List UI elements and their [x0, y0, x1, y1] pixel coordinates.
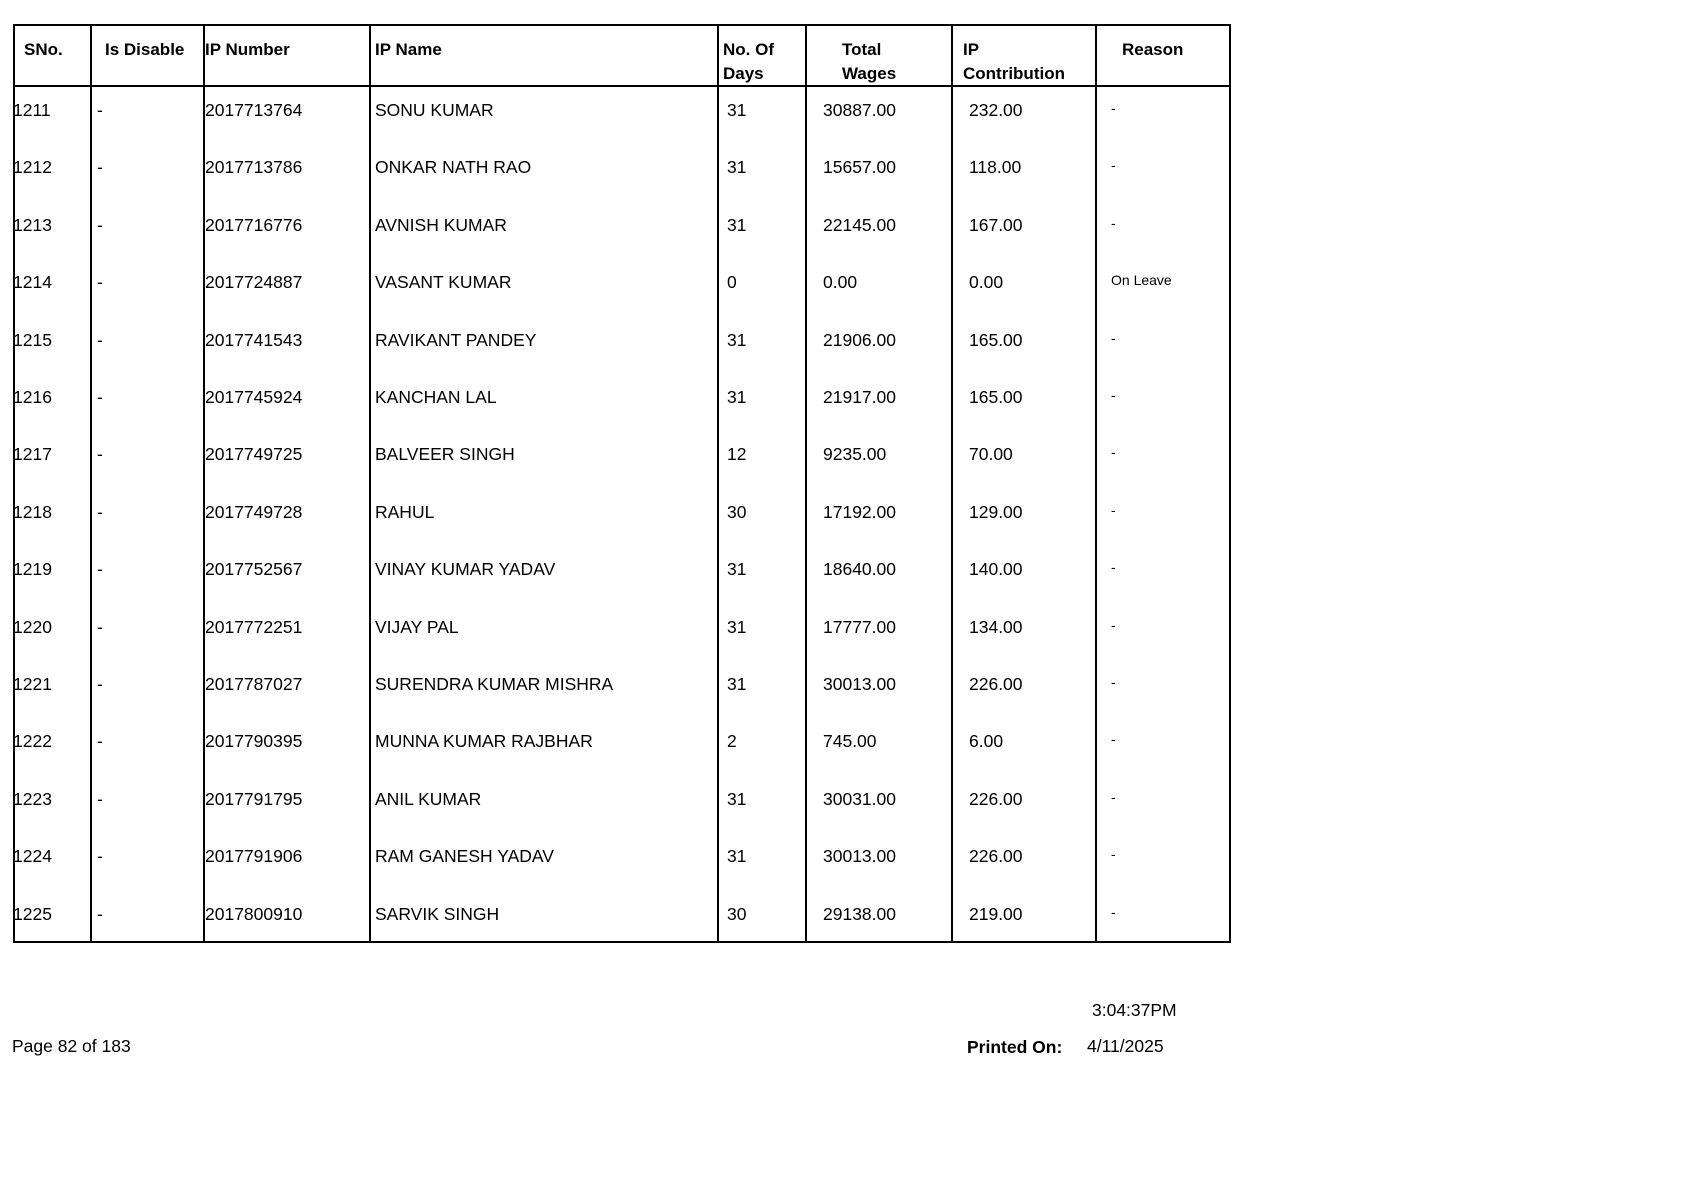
header-days-line1: No. Of — [723, 40, 774, 59]
cell-days: 31 — [727, 100, 747, 120]
cell-total-wages: 21917.00 — [823, 387, 896, 407]
printed-date: 4/11/2025 — [1087, 1036, 1164, 1056]
cell-sno: 1214 — [13, 272, 52, 293]
cell-ip-name: VIJAY PAL — [375, 616, 459, 637]
cell-reason: - — [1111, 444, 1116, 461]
header-reason: Reason — [1122, 40, 1184, 59]
cell-sno: 1215 — [13, 329, 52, 350]
cell-sno: 1216 — [13, 387, 52, 407]
header-days — [723, 38, 774, 86]
cell-is-disable: - — [97, 214, 103, 235]
header-contrib-line1: IP — [963, 40, 980, 59]
cell-days: 0 — [727, 272, 737, 293]
cell-is-disable: - — [97, 731, 103, 752]
cell-ip-number: 2017749725 — [205, 444, 303, 465]
cell-total-wages: 22145.00 — [823, 214, 896, 235]
cell-sno: 1220 — [13, 616, 52, 637]
header-ip-contribution — [963, 38, 1065, 86]
cell-days: 31 — [727, 846, 747, 867]
cell-sno: 1211 — [13, 100, 51, 120]
cell-ip-contribution: 226.00 — [969, 788, 1023, 809]
cell-ip-contribution: 118.00 — [969, 157, 1022, 178]
cell-ip-number: 2017713786 — [205, 157, 303, 178]
cell-sno: 1225 — [13, 903, 52, 924]
header-wages-line1: Total — [842, 40, 882, 59]
table-row — [15, 146, 1229, 203]
cell-is-disable: - — [97, 788, 103, 809]
cell-ip-name: AVNISH KUMAR — [375, 214, 507, 235]
cell-total-wages: 18640.00 — [823, 559, 896, 580]
cell-days: 31 — [727, 559, 747, 580]
cell-ip-number: 2017749728 — [205, 501, 303, 522]
cell-is-disable: - — [97, 444, 103, 465]
cell-sno: 1223 — [13, 788, 52, 809]
cell-ip-contribution: 134.00 — [969, 616, 1023, 637]
cell-sno: 1213 — [13, 214, 52, 235]
header-contrib-line2: Contribution — [963, 64, 1065, 83]
cell-ip-number: 2017716776 — [205, 214, 303, 235]
cell-reason: - — [1111, 214, 1116, 231]
table-row — [15, 204, 1229, 261]
table-row — [15, 376, 1229, 433]
cell-is-disable: - — [97, 846, 103, 867]
cell-ip-name: ANIL KUMAR — [375, 788, 482, 809]
cell-days: 31 — [727, 214, 747, 235]
cell-total-wages: 30887.00 — [823, 100, 896, 120]
cell-total-wages: 30013.00 — [823, 674, 896, 694]
cell-ip-number: 2017791795 — [205, 788, 303, 809]
cell-reason: On Leave — [1111, 272, 1172, 289]
cell-is-disable: - — [97, 329, 103, 350]
table-row — [15, 835, 1229, 892]
cell-total-wages: 9235.00 — [823, 444, 887, 465]
cell-ip-number: 2017741543 — [205, 329, 303, 350]
cell-ip-contribution: 165.00 — [969, 387, 1023, 407]
page-info: Page 82 of 183 — [12, 1036, 131, 1056]
header-sno: SNo. — [24, 40, 63, 59]
cell-reason: - — [1111, 501, 1116, 518]
cell-is-disable: - — [97, 674, 103, 694]
cell-total-wages: 29138.00 — [823, 903, 896, 924]
cell-ip-contribution: 6.00 — [969, 731, 1004, 752]
cell-reason: - — [1111, 674, 1116, 690]
cell-reason: - — [1111, 903, 1116, 920]
cell-total-wages: 0.00 — [823, 272, 858, 293]
cell-ip-number: 2017752567 — [205, 559, 303, 580]
cell-is-disable: - — [97, 157, 103, 178]
table-row — [15, 89, 1229, 146]
cell-ip-number: 2017790395 — [205, 731, 303, 752]
cell-ip-number: 2017772251 — [205, 616, 303, 637]
table-row — [15, 606, 1229, 663]
cell-days: 30 — [727, 903, 747, 924]
cell-reason: - — [1111, 100, 1116, 116]
cell-is-disable: - — [97, 272, 103, 293]
cell-is-disable: - — [97, 616, 103, 637]
header-ip-number: IP Number — [205, 40, 290, 59]
cell-ip-contribution: 226.00 — [969, 674, 1023, 694]
cell-total-wages: 30031.00 — [823, 788, 896, 809]
cell-reason: - — [1111, 559, 1116, 576]
header-is-disable: Is Disable — [105, 40, 185, 59]
cell-ip-number: 2017800910 — [205, 903, 303, 924]
cell-total-wages: 30013.00 — [823, 846, 896, 867]
cell-days: 2 — [727, 731, 737, 752]
cell-reason: - — [1111, 788, 1116, 805]
table-row — [15, 663, 1229, 720]
cell-days: 31 — [727, 674, 747, 694]
cell-days: 12 — [727, 444, 747, 465]
cell-total-wages: 17192.00 — [823, 501, 896, 522]
cell-ip-contribution: 219.00 — [969, 903, 1023, 924]
table-row — [15, 319, 1229, 376]
cell-total-wages: 21906.00 — [823, 329, 896, 350]
cell-ip-name: MUNNA KUMAR RAJBHAR — [375, 731, 593, 752]
cell-ip-number: 2017791906 — [205, 846, 303, 867]
cell-ip-name: SONU KUMAR — [375, 100, 494, 120]
cell-ip-name: VINAY KUMAR YADAV — [375, 559, 556, 580]
cell-ip-contribution: 226.00 — [969, 846, 1023, 867]
printed-on-label: Printed On: — [967, 1037, 1063, 1057]
cell-ip-contribution: 70.00 — [969, 444, 1013, 465]
cell-ip-name: RAVIKANT PANDEY — [375, 329, 537, 350]
cell-sno: 1212 — [13, 157, 52, 178]
cell-sno: 1219 — [13, 559, 52, 580]
cell-ip-contribution: 129.00 — [969, 501, 1023, 522]
cell-total-wages: 15657.00 — [823, 157, 896, 178]
cell-ip-number: 2017724887 — [205, 272, 303, 293]
table-row — [15, 778, 1229, 835]
cell-reason: - — [1111, 387, 1116, 403]
cell-ip-name: ONKAR NATH RAO — [375, 157, 532, 178]
header-ip-name: IP Name — [375, 40, 442, 59]
cell-ip-number: 2017713764 — [205, 100, 303, 120]
cell-reason: - — [1111, 157, 1116, 174]
cell-ip-contribution: 232.00 — [969, 100, 1023, 120]
cell-reason: - — [1111, 329, 1116, 346]
cell-ip-number: 2017787027 — [205, 674, 303, 694]
table-row — [15, 893, 1229, 950]
cell-is-disable: - — [97, 100, 103, 120]
cell-ip-contribution: 165.00 — [969, 329, 1023, 350]
header-days-line2: Days — [723, 64, 764, 83]
header-total-wages — [842, 38, 896, 86]
cell-is-disable: - — [97, 559, 103, 580]
table-row — [15, 548, 1229, 605]
cell-reason: - — [1111, 616, 1116, 633]
cell-ip-name: VASANT KUMAR — [375, 272, 512, 293]
cell-ip-number: 2017745924 — [205, 387, 303, 407]
cell-ip-name: RAHUL — [375, 501, 435, 522]
printed-time: 3:04:37PM — [1092, 1000, 1177, 1020]
cell-sno: 1218 — [13, 501, 52, 522]
cell-is-disable: - — [97, 501, 103, 522]
cell-sno: 1221 — [13, 674, 52, 694]
cell-is-disable: - — [97, 903, 103, 924]
cell-ip-name: SARVIK SINGH — [375, 903, 500, 924]
cell-ip-name: BALVEER SINGH — [375, 444, 515, 465]
table-row — [15, 261, 1229, 318]
cell-reason: - — [1111, 731, 1116, 748]
cell-ip-contribution: 0.00 — [969, 272, 1004, 293]
cell-ip-name: RAM GANESH YADAV — [375, 846, 554, 867]
cell-days: 31 — [727, 616, 747, 637]
cell-days: 31 — [727, 329, 747, 350]
cell-reason: - — [1111, 846, 1116, 863]
contribution-table — [13, 24, 1231, 943]
table-row — [15, 433, 1229, 490]
header-wages-line2: Wages — [842, 64, 897, 83]
cell-days: 31 — [727, 157, 747, 178]
cell-ip-contribution: 167.00 — [969, 214, 1023, 235]
cell-sno: 1217 — [13, 444, 52, 465]
cell-is-disable: - — [97, 387, 103, 407]
cell-ip-name: KANCHAN LAL — [375, 387, 497, 407]
cell-days: 30 — [727, 501, 747, 522]
cell-days: 31 — [727, 788, 747, 809]
cell-ip-contribution: 140.00 — [969, 559, 1023, 580]
table-row — [15, 720, 1229, 777]
cell-days: 31 — [727, 387, 747, 407]
cell-sno: 1222 — [13, 731, 52, 752]
cell-sno: 1224 — [13, 846, 52, 867]
table-row — [15, 491, 1229, 548]
cell-total-wages: 17777.00 — [823, 616, 896, 637]
cell-total-wages: 745.00 — [823, 731, 877, 752]
cell-ip-name: SURENDRA KUMAR MISHRA — [375, 674, 614, 694]
